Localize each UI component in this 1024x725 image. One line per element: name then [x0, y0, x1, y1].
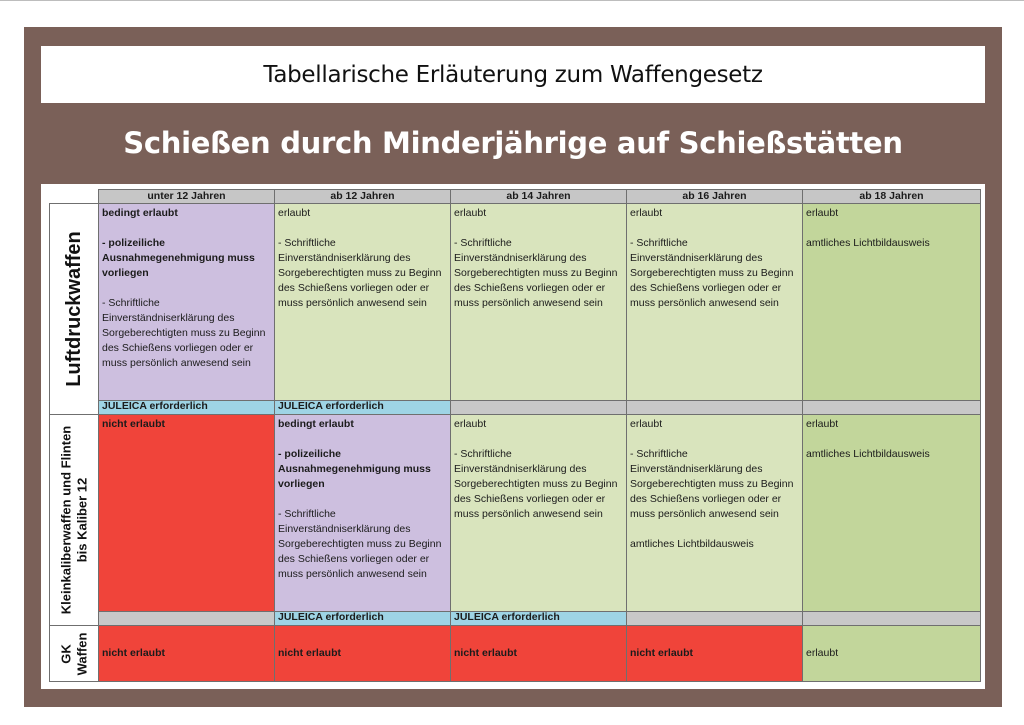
- row-label-luftdruckwaffen: [49, 203, 99, 415]
- cell-kk-12: [274, 414, 451, 612]
- top-divider: [0, 0, 1024, 1]
- row-label-text: [58, 632, 90, 675]
- cell-gk-16: [626, 625, 803, 682]
- cell-status: nicht erlaubt: [630, 647, 694, 659]
- row-label-line: GK: [57, 643, 73, 664]
- column-header-12: ab 12 Jahren: [274, 189, 451, 204]
- cell-status: nicht erlaubt: [278, 647, 342, 659]
- cell-air-16: [626, 203, 803, 401]
- cell-air-14: [450, 203, 627, 401]
- cell-detail: amtliches Lichtbildausweis: [630, 538, 754, 550]
- juleica-band: JULEICA erforderlich: [274, 400, 451, 415]
- band-empty: [626, 611, 803, 626]
- row-label-kleinkaliber: [49, 414, 99, 626]
- cell-kk-under-12: [98, 414, 275, 612]
- page-subtitle: Schießen durch Minderjährige auf Schießstätten: [123, 126, 903, 160]
- cell-gk-14: [450, 625, 627, 682]
- cell-air-12: [274, 203, 451, 401]
- cell-detail: amtliches Lichtbildausweis: [806, 237, 930, 249]
- title-box: [41, 46, 985, 103]
- cell-gk-18: [802, 625, 981, 682]
- column-header-14: ab 14 Jahren: [450, 189, 627, 204]
- band-empty: [802, 400, 981, 415]
- row-label-text: Luftdruckwaffen: [63, 231, 85, 387]
- page-title: Tabellarische Erläuterung zum Waffengesetz: [263, 61, 763, 88]
- cell-detail: amtliches Lichtbildausweis: [806, 448, 930, 460]
- juleica-band: JULEICA erforderlich: [450, 611, 627, 626]
- band-empty: [98, 611, 275, 626]
- cell-gk-12: [274, 625, 451, 682]
- cell-kk-18: [802, 414, 981, 612]
- cell-status: erlaubt: [278, 207, 311, 219]
- cell-air-18: [802, 203, 981, 401]
- cell-status: nicht erlaubt: [454, 647, 518, 659]
- cell-kk-16: [626, 414, 803, 612]
- cell-detail: - polizeiliche Ausnahmegenehmigung muss vorliegen: [278, 448, 431, 490]
- cell-status: erlaubt: [806, 418, 839, 430]
- column-header-16: ab 16 Jahren: [626, 189, 803, 204]
- cell-status: erlaubt: [630, 418, 663, 430]
- row-label-text: [58, 426, 90, 615]
- cell-detail: - Schriftliche Einverständniserklärung des Sorgeberechtigten muss zu Beginn des Schießens vorliegen oder er muss persönlich anwesend sein: [278, 508, 442, 580]
- row-label-line: Waffen: [73, 632, 89, 675]
- cell-detail: - Schriftliche Einverständniserklärung des Sorgeberechtigten muss zu Beginn des Schießens vorliegen oder er muss persönlich anwesend sein: [630, 237, 794, 309]
- cell-status: bedingt erlaubt: [278, 418, 354, 430]
- cell-detail: - Schriftliche Einverständniserklärung des Sorgeberechtigten muss zu Beginn des Schießens vorliegen oder er muss persönlich anwesend sein: [102, 297, 266, 369]
- regulation-table: [41, 184, 985, 689]
- row-label-line: bis Kaliber 12: [74, 477, 89, 563]
- band-empty: [450, 400, 627, 415]
- cell-status: nicht erlaubt: [102, 418, 166, 430]
- cell-kk-14: [450, 414, 627, 612]
- juleica-band: JULEICA erforderlich: [98, 400, 275, 415]
- cell-detail: - Schriftliche Einverständniserklärung des Sorgeberechtigten muss zu Beginn des Schießens vorliegen oder er muss persönlich anwesend sein: [630, 448, 794, 520]
- cell-status: nicht erlaubt: [102, 647, 166, 659]
- cell-detail: - Schriftliche Einverständniserklärung des Sorgeberechtigten muss zu Beginn des Schießens vorliegen oder er muss persönlich anwesend sein: [278, 237, 442, 309]
- column-header-18: ab 18 Jahren: [802, 189, 981, 204]
- cell-air-under-12: [98, 203, 275, 401]
- band-empty: [626, 400, 803, 415]
- band-empty: [802, 611, 981, 626]
- cell-status: erlaubt: [454, 418, 487, 430]
- juleica-band: JULEICA erforderlich: [274, 611, 451, 626]
- column-header-under-12: unter 12 Jahren: [98, 189, 275, 204]
- cell-status: erlaubt: [806, 647, 839, 659]
- cell-status: erlaubt: [454, 207, 487, 219]
- row-label-gk-waffen: [49, 625, 99, 682]
- cell-status: erlaubt: [630, 207, 663, 219]
- row-label-line: Kleinkaliberwaffen und Flinten: [58, 425, 73, 615]
- cell-status: bedingt erlaubt: [102, 207, 178, 219]
- cell-status: erlaubt: [806, 207, 839, 219]
- cell-detail: - Schriftliche Einverständniserklärung des Sorgeberechtigten muss zu Beginn des Schießens vorliegen oder er muss persönlich anwesend sein: [454, 448, 618, 520]
- cell-detail: - Schriftliche Einverständniserklärung des Sorgeberechtigten muss zu Beginn des Schießens vorliegen oder er muss persönlich anwesend sein: [454, 237, 618, 309]
- cell-gk-under-12: [98, 625, 275, 682]
- cell-detail: - polizeiliche Ausnahmegenehmigung muss vorliegen: [102, 237, 255, 279]
